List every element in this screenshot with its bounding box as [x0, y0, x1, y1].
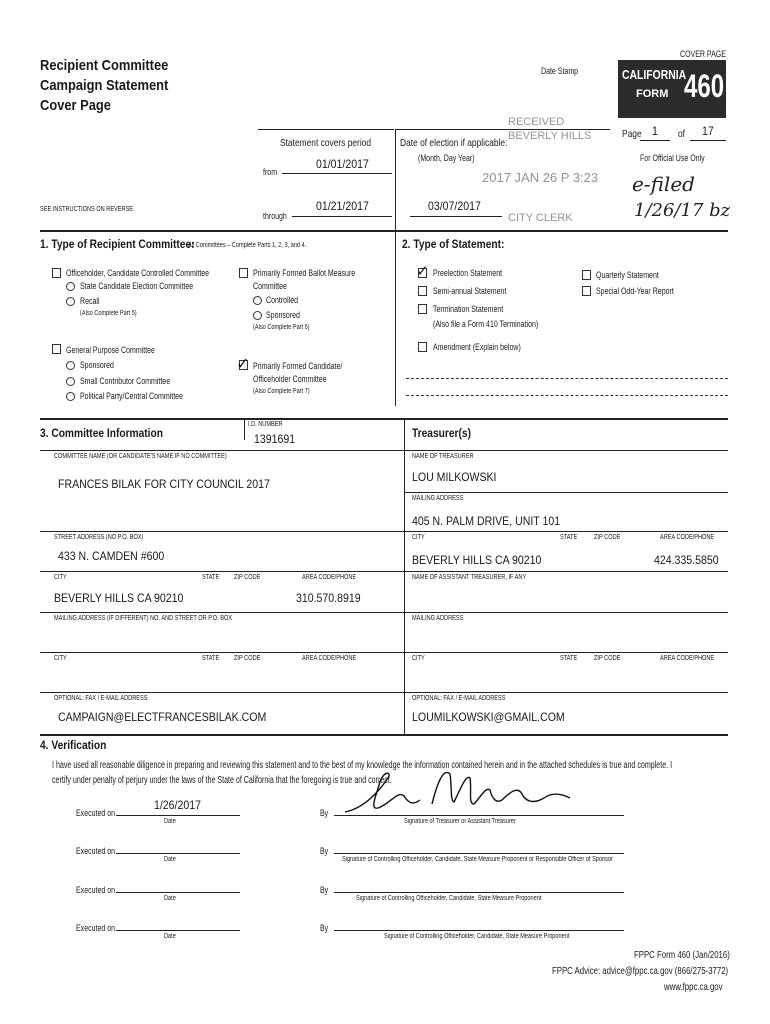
asst-phone-label: AREA CODE/PHONE [660, 655, 715, 662]
city-clerk-stamp: BEVERLY HILLS [508, 130, 592, 142]
primarily-note: (Also Complete Part 7) [253, 388, 310, 395]
small-contributor-label: Small Contributor Committee [80, 376, 171, 386]
official-handwritten-note: e-filed [632, 172, 695, 196]
section3-heading: 3. Committee Information [40, 426, 163, 440]
gp-sponsored-label: Sponsored [80, 360, 114, 370]
date-stamp-label: Date Stamp [541, 66, 579, 76]
phone-label: AREA CODE/PHONE [302, 574, 357, 581]
preelection-label: Preelection Statement [433, 268, 503, 278]
semiannual-checkbox[interactable] [418, 286, 427, 296]
official-handwritten-date: 1/26/17 bz [634, 200, 731, 221]
optional-email-label: OPTIONAL: FAX / E-MAIL ADDRESS [54, 695, 148, 702]
page-of-label: of [678, 128, 686, 140]
by-label-1: By [320, 808, 329, 818]
period-label: Statement covers period [280, 137, 372, 149]
controlled-radio[interactable] [253, 296, 262, 305]
signature-field-2[interactable] [334, 853, 624, 854]
executed-date-1: 1/26/2017 [154, 798, 201, 812]
executed-date-field-4[interactable] [116, 930, 240, 931]
asst-city-label: CITY [412, 655, 425, 662]
asst-treasurer-label: NAME OF ASSISTANT TREASURER, IF ANY [412, 574, 527, 581]
special-label: Special Odd-Year Report [596, 286, 674, 296]
recall-radio[interactable] [66, 297, 75, 306]
time-stamp: 2017 JAN 26 P 3:23 [482, 170, 599, 185]
asst-zip-label: ZIP CODE [594, 655, 621, 662]
primarily-candidate-label-1: Primarily Formed Candidate/ [253, 361, 343, 371]
treasurer-city-label: CITY [412, 534, 425, 541]
section4-heading: 4. Verification [40, 738, 107, 752]
signature-field-3[interactable] [334, 892, 624, 893]
phone-value: 310.570.8919 [296, 591, 361, 605]
asst-mailing-label: MAILING ADDRESS [412, 615, 464, 622]
executed-date-field-2[interactable] [116, 853, 240, 854]
treasurer-name-label: NAME OF TREASURER [412, 453, 474, 460]
mailing-city-label: CITY [54, 655, 67, 662]
footer-form-id: FPPC Form 460 (Jan/2016) [634, 950, 730, 961]
instructions-note: SEE INSTRUCTIONS ON REVERSE [40, 206, 134, 213]
footer-website[interactable]: www.fppc.ca.gov [664, 982, 723, 993]
bm-sponsored-radio[interactable] [253, 311, 262, 320]
officeholder-label: Officeholder, Candidate Controlled Committee [66, 268, 210, 278]
treasurer-zip-label: ZIP CODE [594, 534, 621, 541]
page-total: 17 [702, 124, 714, 138]
committee-name-value: FRANCES BILAK FOR CITY COUNCIL 2017 [58, 477, 270, 491]
committee-name-label: COMMITTEE NAME (OR CANDIDATE'S NAME IF NO COMMITTEE) [54, 453, 227, 460]
amendment-checkbox[interactable] [418, 342, 427, 352]
city-value: BEVERLY HILLS CA 90210 [54, 591, 184, 605]
political-party-label: Political Party/Central Committee [80, 391, 183, 401]
political-party-radio[interactable] [66, 392, 75, 401]
treasurer-email-value: LOUMILKOWSKI@GMAIL.COM [412, 710, 565, 724]
california-form-460-logo: CALIFORNIA FORM 460 [618, 60, 726, 118]
committee-email-value: CAMPAIGN@ELECTFRANCESBILAK.COM [58, 710, 267, 724]
period-through-value: 01/21/2017 [316, 199, 369, 213]
page-label: Page [622, 128, 642, 140]
ballot-note: (Also Complete Part 6) [253, 324, 310, 331]
termination-checkbox[interactable] [418, 304, 427, 314]
city-clerk-label-stamp: CITY CLERK [508, 212, 573, 224]
date-label-3: Date [164, 895, 176, 902]
sig3-label: Signature of Controlling Officeholder, Candidate, State Measure Proponent [356, 895, 542, 902]
form-title-line1: Recipient Committee [40, 57, 169, 74]
verification-text-line1: I have used all reasonable diligence in preparing and reviewing this statement and to the best of my knowledge the information contained herein and in the attached schedules is true and complete. I [52, 760, 673, 771]
executed-on-label-2: Executed on [76, 846, 116, 856]
street-address-value: 433 N. CAMDEN #600 [58, 549, 165, 563]
treasurer-city-value: BEVERLY HILLS CA 90210 [412, 553, 542, 567]
ballot-measure-label-1: Primarily Formed Ballot Measure [253, 268, 356, 278]
mailing-phone-label: AREA CODE/PHONE [302, 655, 357, 662]
treasurer-state-label: STATE [560, 534, 578, 541]
amendment-line-2[interactable] [406, 395, 728, 396]
treasurer-phone-label: AREA CODE/PHONE [660, 534, 715, 541]
treasurer-heading: Treasurer(s) [412, 426, 471, 440]
recall-note: (Also Complete Part 5) [80, 310, 137, 317]
section2-heading: 2. Type of Statement: [402, 237, 505, 251]
treasurer-signature [340, 760, 580, 820]
period-through-label: through [263, 211, 287, 221]
received-stamp: RECEIVED [508, 116, 565, 128]
small-contributor-radio[interactable] [66, 377, 75, 386]
zip-label: ZIP CODE [234, 574, 261, 581]
amendment-line-1[interactable] [406, 378, 728, 379]
officeholder-checkbox[interactable] [52, 268, 61, 278]
executed-date-field-3[interactable] [116, 892, 240, 893]
sig2-label: Signature of Controlling Officeholder, Candidate, State Measure Proponent or Responsible Officer of Sponsor [342, 856, 613, 863]
period-from-value: 01/01/2017 [316, 157, 369, 171]
signature-field-4[interactable] [334, 930, 624, 931]
executed-on-label-4: Executed on [76, 923, 116, 933]
recall-label: Recall [80, 296, 100, 306]
bm-sponsored-label: Sponsored [266, 310, 300, 320]
official-use-label: For Official Use Only [640, 153, 705, 163]
treasurer-name-value: LOU MILKOWSKI [412, 470, 497, 484]
semiannual-label: Semi-annual Statement [433, 286, 507, 296]
general-purpose-checkbox[interactable] [52, 344, 61, 354]
by-label-2: By [320, 846, 329, 856]
state-candidate-label: State Candidate Election Committee [80, 281, 194, 291]
election-date-label: Date of election if applicable: [400, 137, 508, 149]
primarily-candidate-label-2: Officeholder Committee [253, 374, 327, 384]
street-address-label: STREET ADDRESS (NO P.O. BOX) [54, 534, 144, 541]
section1-heading: 1. Type of Recipient Committee: [40, 237, 195, 251]
mailing-address-label: MAILING ADDRESS (IF DIFFERENT) NO. AND STREET OR P.O. BOX [54, 615, 233, 622]
verification-text-line2: certify under penalty of perjury under the laws of the State of California that the foregoing is true and correct. [52, 775, 392, 786]
sig4-label: Signature of Controlling Officeholder, Candidate, State Measure Proponent [384, 933, 570, 940]
executed-on-label-1: Executed on [76, 808, 116, 818]
ballot-measure-checkbox[interactable] [239, 268, 248, 278]
treasurer-mailing-label: MAILING ADDRESS [412, 495, 464, 502]
section1-note: All Committees – Complete Parts 1, 2, 3, and 4. [188, 242, 307, 249]
treasurer-mailing-value: 405 N. PALM DRIVE, UNIT 101 [412, 514, 561, 528]
amendment-label: Amendment (Explain below) [433, 342, 521, 352]
id-number-value: 1391691 [254, 432, 296, 446]
form-title-line3: Cover Page [40, 97, 111, 114]
treasurer-phone-value: 424.335.5850 [654, 553, 719, 567]
ballot-measure-label-2: Committee [253, 281, 287, 291]
gp-sponsored-radio[interactable] [66, 361, 75, 370]
date-label-2: Date [164, 856, 176, 863]
termination-label: Termination Statement [433, 304, 504, 314]
state-candidate-radio[interactable] [66, 282, 75, 291]
primarily-candidate-check-icon: ✓ [236, 356, 250, 373]
footer-advice: FPPC Advice: advice@fppc.ca.gov (866/275-3772) [552, 966, 729, 977]
election-date-sub: (Month, Day Year) [418, 153, 475, 163]
mailing-zip-label: ZIP CODE [234, 655, 261, 662]
state-label: STATE [202, 574, 220, 581]
termination-note: (Also file a Form 410 Termination) [433, 319, 539, 329]
date-label-1: Date [164, 818, 176, 825]
page-number: 1 [652, 124, 658, 138]
preelection-check-icon: ✓ [416, 263, 429, 280]
period-from-label: from [263, 167, 278, 177]
quarterly-label: Quarterly Statement [596, 270, 659, 280]
cover-page-label: COVER PAGE [680, 49, 726, 59]
date-label-4: Date [164, 933, 176, 940]
election-date-value: 03/07/2017 [428, 199, 481, 213]
general-purpose-label: General Purpose Committee [66, 345, 155, 355]
special-checkbox[interactable] [582, 286, 591, 296]
city-label: CITY [54, 574, 67, 581]
asst-state-label: STATE [560, 655, 578, 662]
id-number-label: I.D. NUMBER [248, 421, 283, 428]
by-label-3: By [320, 885, 329, 895]
by-label-4: By [320, 923, 329, 933]
executed-on-label-3: Executed on [76, 885, 116, 895]
sig1-label: Signature of Treasurer or Assistant Treasurer [404, 818, 516, 825]
treasurer-optional-label: OPTIONAL: FAX / E-MAIL ADDRESS [412, 695, 506, 702]
mailing-state-label: STATE [202, 655, 220, 662]
controlled-label: Controlled [266, 295, 299, 305]
quarterly-checkbox[interactable] [582, 270, 591, 280]
form-title-line2: Campaign Statement [40, 77, 169, 94]
